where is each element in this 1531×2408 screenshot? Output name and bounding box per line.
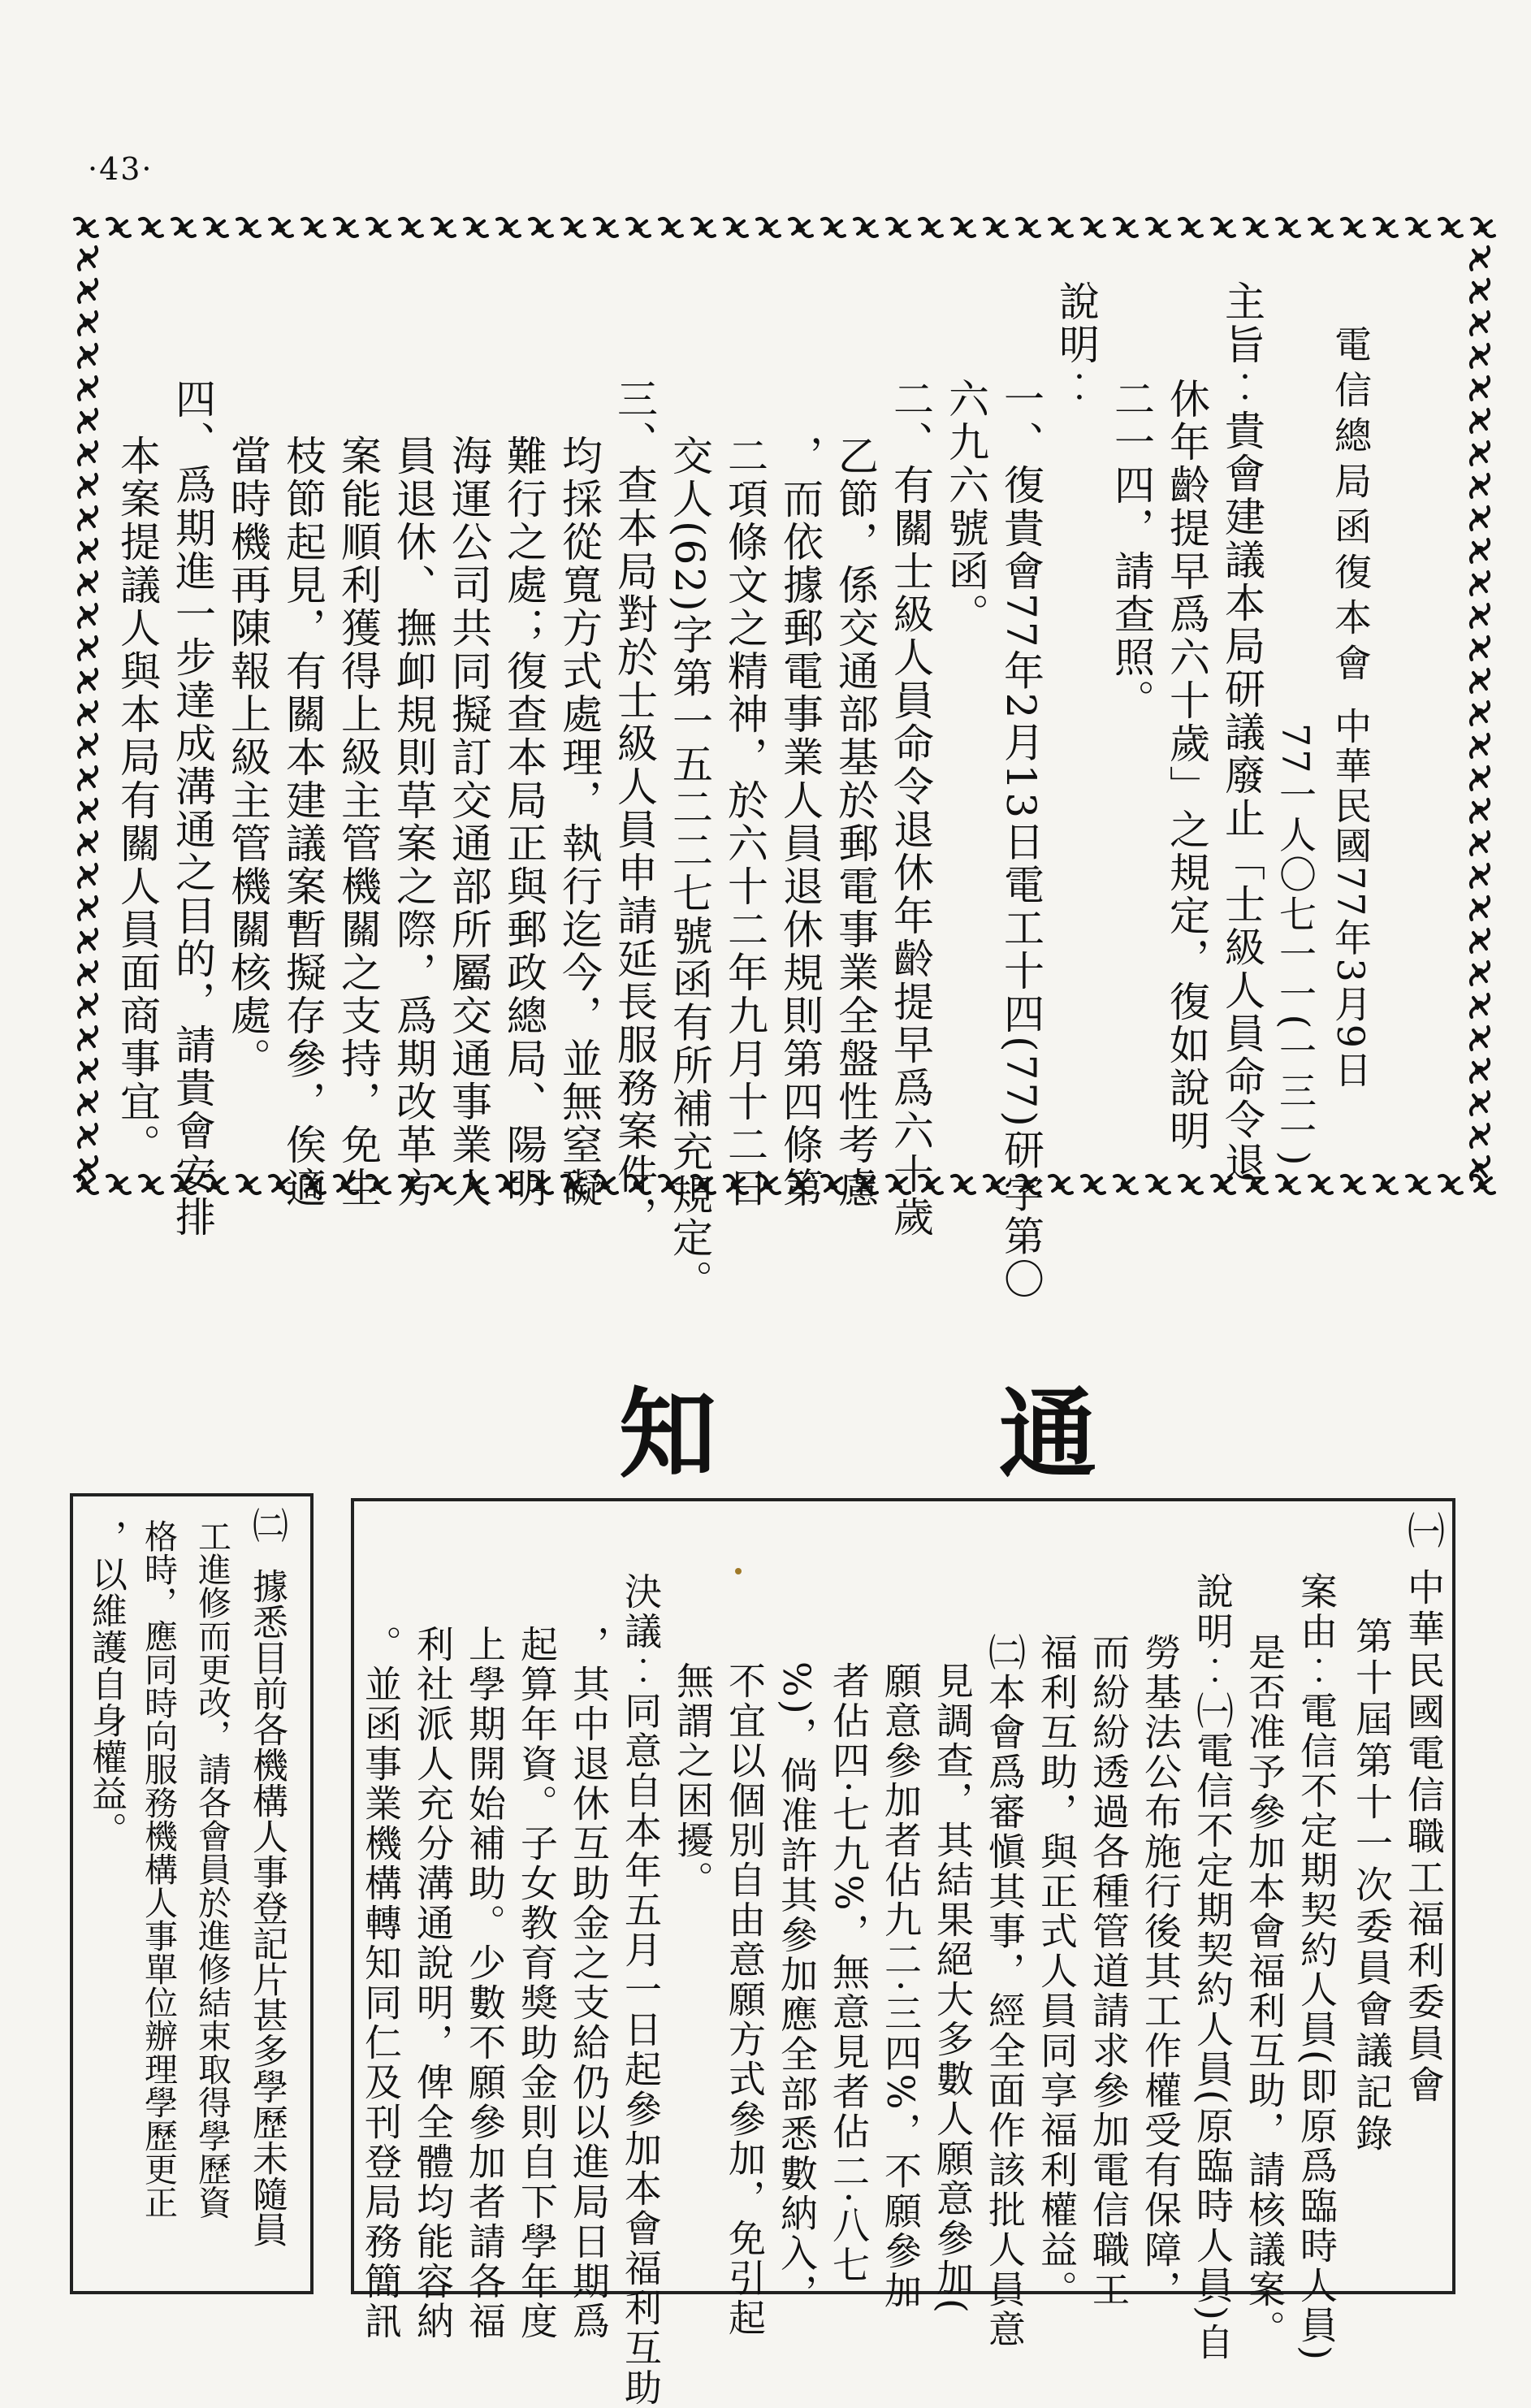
ornament-icon <box>1212 219 1235 236</box>
ornament-icon <box>1471 572 1489 595</box>
ornament-icon <box>79 929 97 952</box>
ornament-icon <box>1374 219 1397 236</box>
ornament-icon <box>1471 832 1489 855</box>
item1-col: 起算年資。子女教育獎助金則自下學年度 <box>515 1625 559 2341</box>
ornament-icon <box>1471 409 1489 432</box>
ornament-icon <box>1082 1176 1105 1193</box>
page-number: ·43· <box>88 151 154 187</box>
item1-col: 第十屆第十一次委員會議記錄 <box>1350 1617 1394 2155</box>
ornament-icon <box>237 1176 260 1193</box>
ornament-icon <box>75 219 97 236</box>
ornament-icon <box>952 219 975 236</box>
item1-col: 而紛紛透過各種管道請求參加電信職工 <box>1087 1633 1131 2310</box>
letter-date: 中華民國77年3月9日 <box>1329 707 1373 1091</box>
ornament-icon <box>1471 637 1489 660</box>
ornament-icon <box>79 539 97 562</box>
ornament-icon <box>1471 669 1489 692</box>
item1-col: ㈡本會爲審愼其事，經全面作該批人員意 <box>983 1633 1027 2350</box>
ornament-icon <box>822 219 845 236</box>
letter-col: 案能順利獲得上級主管機關之支持，免生 <box>335 435 382 1210</box>
ornament-icon <box>400 219 422 236</box>
ornament-icon <box>1082 219 1105 236</box>
letter-date: 77一人〇七一一(一三一) <box>1274 723 1317 1168</box>
item1-col: 利社派人充分溝通說明，俾全體均能容納 <box>411 1625 455 2341</box>
ornament-icon <box>919 219 942 236</box>
ornament-icon <box>660 219 682 236</box>
letter-col: 休年齡提早爲六十歲」之規定，復如說明 <box>1163 378 1210 1153</box>
item1-col: 案由︰電信不定期契約人員(即原爲臨時人員) <box>1295 1572 1339 2363</box>
ornament-icon <box>79 637 97 660</box>
ornament-icon <box>692 219 715 236</box>
ornament-icon <box>172 219 195 236</box>
item1-col: 是否准予參加本會福利互助，請核議案。 <box>1243 1633 1287 2350</box>
letter-col: 二一四，請查照。 <box>1108 378 1155 722</box>
ornament-icon <box>1471 507 1489 530</box>
ornament-icon <box>79 669 97 692</box>
item1-col: 說明︰㈠電信不定期契約人員(原臨時人員)自 <box>1191 1572 1235 2363</box>
ornament-icon <box>1471 1027 1489 1050</box>
letter-col: 均採從寬方式處理，執行迄今，並無窒礙 <box>556 435 603 1210</box>
letter-col: 一、復貴會77年2月13日電工十四(77)研字第〇 <box>997 378 1044 1301</box>
ornament-icon <box>1471 962 1489 985</box>
ornament-icon <box>1049 1176 1072 1193</box>
ornament-icon <box>1407 219 1429 236</box>
ornament-icon <box>237 219 260 236</box>
ornament-icon <box>1309 1176 1332 1193</box>
letter-col: 六九六號函。 <box>942 378 989 636</box>
letter-col: 當時機再陳報上級主管機關核處。 <box>224 435 271 1081</box>
ornament-icon <box>1471 377 1489 400</box>
letter-col: 二、有關士級人員命令退休年齡提早爲六十歲 <box>887 378 934 1239</box>
ornament-icon <box>1277 1176 1300 1193</box>
ornament-icon <box>530 219 552 236</box>
ornament-icon <box>1471 1124 1489 1147</box>
letter-col: 四、爲期進一步達成溝通之目的，請貴會安排 <box>169 378 216 1239</box>
ornament-icon <box>1374 1176 1397 1193</box>
ornament-icon <box>1471 994 1489 1017</box>
item1-col: 。並函事業機構轉知同仁及刊登局務簡訊 <box>359 1625 403 2341</box>
ornament-icon <box>79 507 97 530</box>
item1-col: 見調查，其結果絕大多數人願意參加( <box>931 1661 975 2315</box>
ornament-icon <box>1049 219 1072 236</box>
item1-col: 不宜以個別自由意願方式參加，免引起 <box>723 1661 767 2338</box>
ornament-icon <box>79 344 97 367</box>
item1-col: 福利互助，與正式人員同享福利權益。 <box>1035 1633 1079 2310</box>
ornament-icon <box>79 702 97 725</box>
item1-col: 決議︰同意自本年五月一日起參加本會福利互助 <box>619 1572 663 2408</box>
ornament-icon <box>79 377 97 400</box>
item1-col: 者佔四·七九%，無意見者佔二·八七 <box>827 1661 871 2285</box>
notice-heading-left: 知 <box>619 1379 716 1492</box>
ornament-icon <box>1471 604 1489 627</box>
ornament-icon <box>1471 442 1489 465</box>
ornament-icon <box>1471 344 1489 367</box>
item1-col: 勞基法公布施行後其工作權受有保障， <box>1139 1633 1183 2310</box>
item1-col: 中華民國電信職工福利委員會 <box>1402 1568 1446 2107</box>
ornament-icon <box>1471 247 1489 270</box>
ornament-icon <box>79 1092 97 1115</box>
ornament-icon <box>1342 219 1364 236</box>
letter-col: 乙節，係交通部基於郵電事業全盤性考慮 <box>832 435 879 1210</box>
letter-col: 枝節起見，有關本建議案暫擬存參，俟適 <box>279 435 327 1210</box>
ornament-icon <box>79 474 97 497</box>
ornament-icon <box>79 799 97 822</box>
ornament-icon <box>79 1059 97 1082</box>
letter-col: 員退休、撫卹規則草案之際，爲期改革方 <box>390 435 437 1210</box>
ornament-icon <box>79 1027 97 1050</box>
letter-col: 海運公司共同擬訂交通部所屬交通事業人 <box>445 435 492 1210</box>
ornament-icon <box>1244 219 1267 236</box>
ornament-icon <box>1114 219 1137 236</box>
ornament-icon <box>1471 474 1489 497</box>
item1-col: 願意參加者佔九二·三四%，不願參加 <box>879 1661 923 2311</box>
ornament-icon <box>757 219 780 236</box>
notice-heading-right: 通 <box>999 1379 1096 1492</box>
item1-col: %)，倘准許其參加應全部悉數納入， <box>775 1661 819 2314</box>
ornament-icon <box>1309 219 1332 236</box>
ornament-icon <box>79 572 97 595</box>
ornament-icon <box>789 219 812 236</box>
ornament-icon <box>854 219 877 236</box>
ornament-icon <box>79 734 97 757</box>
ornament-icon <box>627 219 650 236</box>
ornament-icon <box>1439 219 1462 236</box>
ornament-icon <box>205 219 227 236</box>
ornament-icon <box>79 409 97 432</box>
ornament-icon <box>302 219 325 236</box>
ornament-icon <box>724 219 747 236</box>
item1-col: ，其中退休互助金之支給仍以進局日期爲 <box>567 1625 611 2341</box>
ornament-icon <box>562 219 585 236</box>
ornament-icon <box>1147 219 1170 236</box>
ornament-icon <box>1472 219 1494 236</box>
ornament-icon <box>270 219 292 236</box>
ornament-icon <box>952 1176 975 1193</box>
ornament-icon <box>1342 1176 1364 1193</box>
ornament-icon <box>497 219 520 236</box>
ornament-icon <box>1147 1176 1170 1193</box>
ornament-icon <box>79 832 97 855</box>
ornament-icon <box>79 442 97 465</box>
ornament-icon <box>1471 767 1489 790</box>
ornament-icon <box>1472 1176 1494 1193</box>
ornament-icon <box>1017 219 1040 236</box>
letter-col: 主旨︰貴會建議本局研議廢止「士級人員命令退 <box>1218 280 1265 1185</box>
ornament-icon <box>79 247 97 270</box>
ornament-icon <box>79 604 97 627</box>
ornament-icon <box>1407 1176 1429 1193</box>
ornament-icon <box>79 864 97 887</box>
item2-col: ，以維護自身權益。 <box>85 1519 127 1848</box>
item1-marker: ㈠ <box>1402 1511 1446 1553</box>
item2-col: 格時，應同時向服務機構人事單位辦理學歷更正 <box>139 1519 178 2219</box>
letter-col: 本案提議人與本局有關人員面商事宜。 <box>114 435 161 1167</box>
item1-col: 上學期開始補助。少數不願參加者請各福 <box>463 1625 507 2341</box>
ink-dot <box>735 1568 742 1574</box>
ornament-icon <box>367 219 390 236</box>
ornament-icon <box>79 994 97 1017</box>
ornament-icon <box>1114 1176 1137 1193</box>
ornament-icon <box>79 279 97 302</box>
ornament-icon <box>140 219 162 236</box>
ornament-icon <box>107 1176 130 1193</box>
ornament-icon <box>1179 1176 1202 1193</box>
ornament-icon <box>1179 219 1202 236</box>
item2-col: 工進修而更改，請各會員於進修結束取得學歷資 <box>192 1519 231 2219</box>
ornament-icon <box>140 1176 162 1193</box>
ornament-icon <box>79 1124 97 1147</box>
ornament-icon <box>1471 897 1489 920</box>
letter-col: ，而依據郵電事業人員退休規則第四條第 <box>776 435 824 1210</box>
ornament-icon <box>984 219 1007 236</box>
ornament-icon <box>887 219 910 236</box>
letter-col: 交人(62)字第一五二二七號函有所補充規定。 <box>666 435 713 1303</box>
item2-col: 據悉目前各機構人事登記片甚多學歷未隨員 <box>246 1568 288 2247</box>
ornament-icon <box>1471 1092 1489 1115</box>
letter-col: 二項條文之精神，於六十二年九月十二日 <box>721 435 768 1210</box>
ornament-icon <box>1471 312 1489 335</box>
ornament-icon <box>595 219 617 236</box>
ornament-icon <box>1471 799 1489 822</box>
ornament-icon <box>1471 929 1489 952</box>
ornament-icon <box>107 219 130 236</box>
ornament-icon <box>1471 734 1489 757</box>
ornament-icon <box>79 312 97 335</box>
ornament-icon <box>335 219 357 236</box>
letter-sender: 電信總局函復本會 <box>1329 325 1373 689</box>
ornament-icon <box>432 219 455 236</box>
ornament-icon <box>1471 279 1489 302</box>
ornament-icon <box>1471 1059 1489 1082</box>
ornament-icon <box>1439 1176 1462 1193</box>
item2-marker: ㈡ <box>246 1507 288 1548</box>
letter-col: 說明︰ <box>1053 280 1100 409</box>
ornament-icon <box>465 219 487 236</box>
letter-col: 難行之處；復查本局正與郵政總局、陽明 <box>500 435 547 1210</box>
ornament-icon <box>79 897 97 920</box>
ornament-icon <box>1277 219 1300 236</box>
ornament-icon <box>79 962 97 985</box>
item1-col: 無謂之困擾。 <box>671 1661 715 1900</box>
letter-col: 三、查本局對於士級人員申請延長服務案件， <box>611 378 658 1239</box>
ornament-icon <box>1471 539 1489 562</box>
ornament-icon <box>79 767 97 790</box>
ornament-icon <box>1471 864 1489 887</box>
ornament-icon <box>1471 702 1489 725</box>
